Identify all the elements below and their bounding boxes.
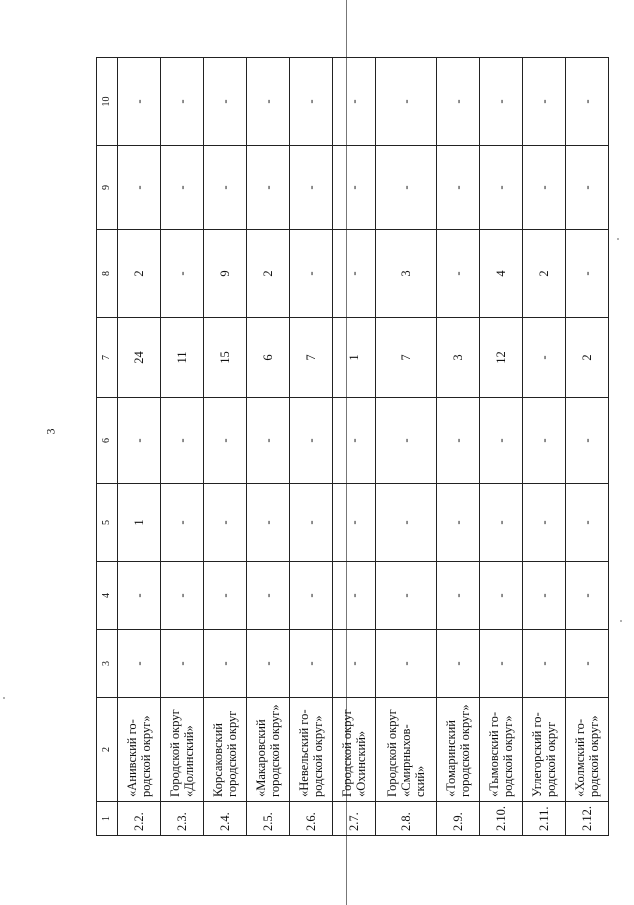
row-number-cell: 2.11. xyxy=(522,802,565,836)
value-cell: - xyxy=(118,562,161,630)
value-cell: - xyxy=(522,146,565,230)
value-cell: 2 xyxy=(522,230,565,318)
district-name-cell: «Макаровский городской округ» xyxy=(246,698,289,802)
table-row xyxy=(332,58,375,836)
district-name-cell: Корсаковский городской округ xyxy=(203,698,246,802)
district-name-cell: «Тымовский го-родской округ» xyxy=(479,698,522,802)
value-cell: - xyxy=(289,146,332,230)
value-cell: - xyxy=(289,484,332,562)
table-row xyxy=(437,58,480,836)
value-cell: 7 xyxy=(289,318,332,398)
value-cell: 6 xyxy=(246,318,289,398)
value-cell: 3 xyxy=(437,318,480,398)
data-table xyxy=(96,57,609,836)
table-row xyxy=(565,58,608,836)
rotated-table-container xyxy=(96,58,609,836)
value-cell: - xyxy=(522,484,565,562)
value-cell: 15 xyxy=(203,318,246,398)
district-name-cell: «Томаринский городской округ» xyxy=(437,698,480,802)
value-cell: - xyxy=(437,562,480,630)
value-cell: - xyxy=(332,398,375,484)
value-cell: 2 xyxy=(565,318,608,398)
value-cell: - xyxy=(118,146,161,230)
value-cell: - xyxy=(160,58,203,146)
value-cell: - xyxy=(479,146,522,230)
value-cell: - xyxy=(375,58,436,146)
header-row xyxy=(97,58,118,836)
value-cell: - xyxy=(479,562,522,630)
value-cell: - xyxy=(203,630,246,698)
column-header: 4 xyxy=(97,562,118,630)
value-cell: 1 xyxy=(118,484,161,562)
value-cell: - xyxy=(332,630,375,698)
value-cell: 1 xyxy=(332,318,375,398)
row-number-cell: 2.5. xyxy=(246,802,289,836)
value-cell: - xyxy=(565,630,608,698)
column-header: 6 xyxy=(97,398,118,484)
value-cell: - xyxy=(118,630,161,698)
value-cell: - xyxy=(565,146,608,230)
value-cell: - xyxy=(160,230,203,318)
value-cell: - xyxy=(375,146,436,230)
value-cell: 11 xyxy=(160,318,203,398)
district-name-cell: «Анивский го-родской округ» xyxy=(118,698,161,802)
district-name-cell: «Холмский го-родской округ» xyxy=(565,698,608,802)
scan-mark xyxy=(617,238,619,240)
value-cell: - xyxy=(437,484,480,562)
scan-mark xyxy=(3,697,5,699)
value-cell: - xyxy=(246,146,289,230)
column-header: 8 xyxy=(97,230,118,318)
table-row xyxy=(203,58,246,836)
column-header: 10 xyxy=(97,58,118,146)
district-name-cell: Углегорский го-родской округ xyxy=(522,698,565,802)
value-cell: - xyxy=(203,484,246,562)
value-cell: - xyxy=(522,630,565,698)
value-cell: - xyxy=(332,146,375,230)
value-cell: - xyxy=(203,398,246,484)
row-number-cell: 2.8. xyxy=(375,802,436,836)
row-number-cell: 2.2. xyxy=(118,802,161,836)
district-name-cell: Городской округ «Долинский» xyxy=(160,698,203,802)
value-cell: - xyxy=(118,398,161,484)
value-cell: - xyxy=(246,398,289,484)
value-cell: - xyxy=(203,58,246,146)
value-cell: - xyxy=(246,562,289,630)
column-header: 5 xyxy=(97,484,118,562)
table-row xyxy=(246,58,289,836)
table-row xyxy=(289,58,332,836)
value-cell: - xyxy=(289,58,332,146)
row-number-cell: 2.6. xyxy=(289,802,332,836)
value-cell: - xyxy=(332,58,375,146)
value-cell: 3 xyxy=(375,230,436,318)
value-cell: - xyxy=(375,562,436,630)
table-row xyxy=(522,58,565,836)
column-header: 7 xyxy=(97,318,118,398)
value-cell: - xyxy=(332,230,375,318)
value-cell: 2 xyxy=(118,230,161,318)
value-cell: - xyxy=(289,398,332,484)
value-cell: - xyxy=(118,58,161,146)
value-cell: - xyxy=(332,562,375,630)
value-cell: - xyxy=(160,562,203,630)
column-header: 9 xyxy=(97,146,118,230)
page-number: 3 xyxy=(43,428,58,435)
column-header: 2 xyxy=(97,698,118,802)
value-cell: - xyxy=(437,230,480,318)
value-cell: 2 xyxy=(246,230,289,318)
row-number-cell: 2.4. xyxy=(203,802,246,836)
row-number-cell: 2.10. xyxy=(479,802,522,836)
value-cell: - xyxy=(437,58,480,146)
value-cell: - xyxy=(203,146,246,230)
value-cell: - xyxy=(246,58,289,146)
value-cell: - xyxy=(479,58,522,146)
value-cell: - xyxy=(479,630,522,698)
value-cell: - xyxy=(289,562,332,630)
value-cell: - xyxy=(203,562,246,630)
value-cell: - xyxy=(375,398,436,484)
value-cell: 4 xyxy=(479,230,522,318)
value-cell: - xyxy=(522,58,565,146)
value-cell: - xyxy=(160,630,203,698)
value-cell: - xyxy=(160,398,203,484)
table-row xyxy=(160,58,203,836)
column-header: 1 xyxy=(97,802,118,836)
value-cell: - xyxy=(565,230,608,318)
column-header: 3 xyxy=(97,630,118,698)
row-number-cell: 2.12. xyxy=(565,802,608,836)
value-cell: - xyxy=(479,398,522,484)
value-cell: - xyxy=(522,318,565,398)
value-cell: 9 xyxy=(203,230,246,318)
value-cell: - xyxy=(565,398,608,484)
table-row xyxy=(479,58,522,836)
value-cell: - xyxy=(160,484,203,562)
value-cell: - xyxy=(289,630,332,698)
value-cell: - xyxy=(565,58,608,146)
district-name-cell: Городской округ «Охинский» xyxy=(332,698,375,802)
scan-mark xyxy=(620,620,622,622)
table-body xyxy=(118,58,609,836)
table-row xyxy=(118,58,161,836)
value-cell: - xyxy=(437,146,480,230)
value-cell: - xyxy=(565,562,608,630)
value-cell: - xyxy=(246,630,289,698)
value-cell: - xyxy=(375,630,436,698)
row-number-cell: 2.3. xyxy=(160,802,203,836)
value-cell: - xyxy=(160,146,203,230)
value-cell: - xyxy=(479,484,522,562)
value-cell: - xyxy=(522,398,565,484)
value-cell: - xyxy=(375,484,436,562)
value-cell: 24 xyxy=(118,318,161,398)
value-cell: - xyxy=(565,484,608,562)
value-cell: 12 xyxy=(479,318,522,398)
table-row xyxy=(375,58,436,836)
row-number-cell: 2.7. xyxy=(332,802,375,836)
value-cell: 7 xyxy=(375,318,436,398)
value-cell: - xyxy=(289,230,332,318)
row-number-cell: 2.9. xyxy=(437,802,480,836)
value-cell: - xyxy=(246,484,289,562)
value-cell: - xyxy=(522,562,565,630)
district-name-cell: «Невельский го-родской округ» xyxy=(289,698,332,802)
district-name-cell: Городской округ «Смирныхов-ский» xyxy=(375,698,436,802)
value-cell: - xyxy=(332,484,375,562)
value-cell: - xyxy=(437,398,480,484)
value-cell: - xyxy=(437,630,480,698)
